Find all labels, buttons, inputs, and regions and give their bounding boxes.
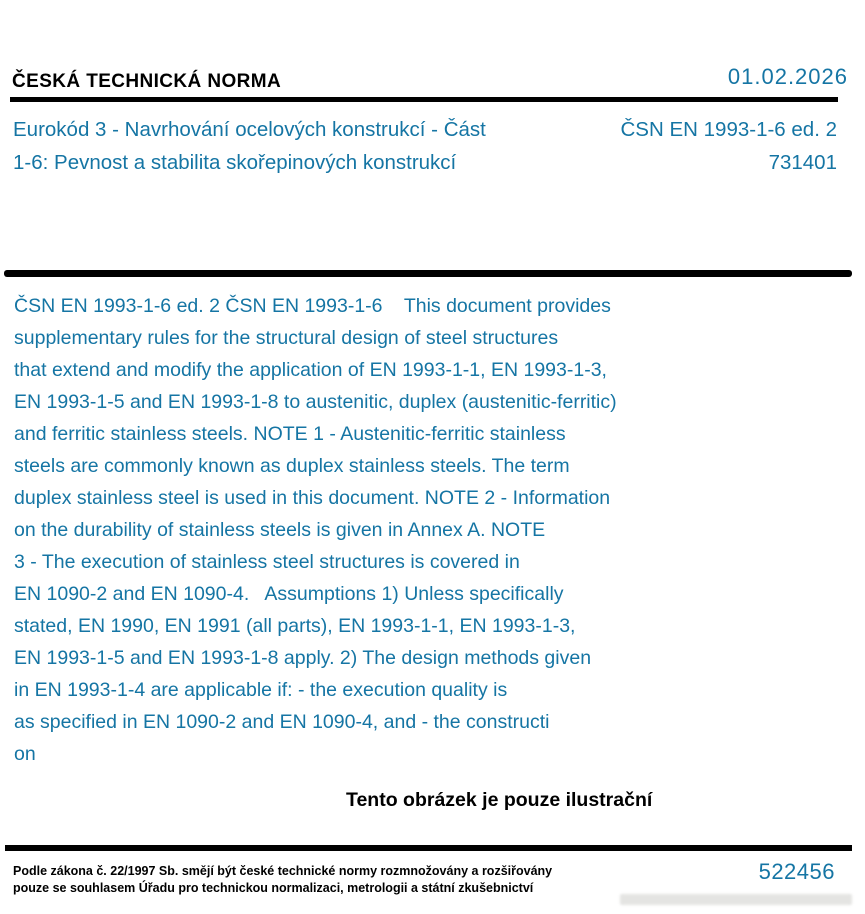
abstract-line: stated, EN 1990, EN 1991 (all parts), EN 1993-1-1, EN 1993-1-3, — [14, 615, 576, 637]
abstract-line: in EN 1993-1-4 are applicable if: - the execution quality is — [14, 679, 508, 701]
legal-notice-line2: pouze se souhlasem Úřadu pro technickou normalizaci, metrologii a státní zkušebnictví — [13, 880, 534, 895]
abstract-line: EN 1090-2 and EN 1090-4. Assumptions 1) Unless specifically — [14, 583, 564, 605]
abstract-line: that extend and modify the application of EN 1993-1-1, EN 1993-1-3, — [14, 359, 607, 381]
class-number: 731401 — [768, 151, 837, 174]
abstract-line: duplex stainless steel is used in this document. NOTE 2 - Information — [14, 487, 611, 509]
org-title: ČESKÁ TECHNICKÁ NORMA — [12, 71, 282, 92]
scan-artifact — [620, 894, 852, 905]
footer-rule — [5, 845, 852, 851]
abstract-line: on — [14, 743, 36, 765]
abstract-line: EN 1993-1-5 and EN 1993-1-8 to austenitic, duplex (austenitic-ferritic) — [14, 391, 617, 413]
standard-title-line2: 1-6: Pevnost a stabilita skořepinových konstrukcí — [13, 151, 457, 174]
standard-ref-block — [620, 113, 837, 179]
abstract-line: ČSN EN 1993-1-6 ed. 2 ČSN EN 1993-1-6 This document provides — [14, 295, 611, 317]
abstract-line: EN 1993-1-5 and EN 1993-1-8 apply. 2) The design methods given — [14, 647, 592, 669]
header-rule — [10, 97, 838, 102]
standard-title-line1: Eurokód 3 - Navrhování ocelových konstrukcí - Část — [13, 118, 486, 141]
illustration-note: Tento obrázek je pouze ilustrační — [346, 789, 653, 811]
standard-ref: ČSN EN 1993-1-6 ed. 2 — [620, 118, 837, 141]
body-rule — [4, 270, 852, 277]
legal-notice — [13, 863, 552, 896]
abstract-text — [14, 290, 774, 770]
abstract-line: steels are commonly known as duplex stainless steels. The term — [14, 455, 570, 477]
abstract-line: 3 - The execution of stainless steel structures is covered in — [14, 551, 520, 573]
document-number: 522456 — [758, 859, 835, 884]
abstract-line: supplementary rules for the structural design of steel structures — [14, 327, 559, 349]
abstract-line: and ferritic stainless steels. NOTE 1 - Austenitic-ferritic stainless — [14, 423, 566, 445]
abstract-line: on the durability of stainless steels is given in Annex A. NOTE — [14, 519, 546, 541]
legal-notice-line1: Podle zákona č. 22/1997 Sb. smějí být české technické normy rozmnožovány a rozšiřovány — [13, 864, 553, 878]
issue-date: 01.02.2026 — [727, 64, 848, 89]
abstract-line: as specified in EN 1090-2 and EN 1090-4, and - the constructi — [14, 711, 550, 733]
standard-title — [13, 113, 486, 179]
